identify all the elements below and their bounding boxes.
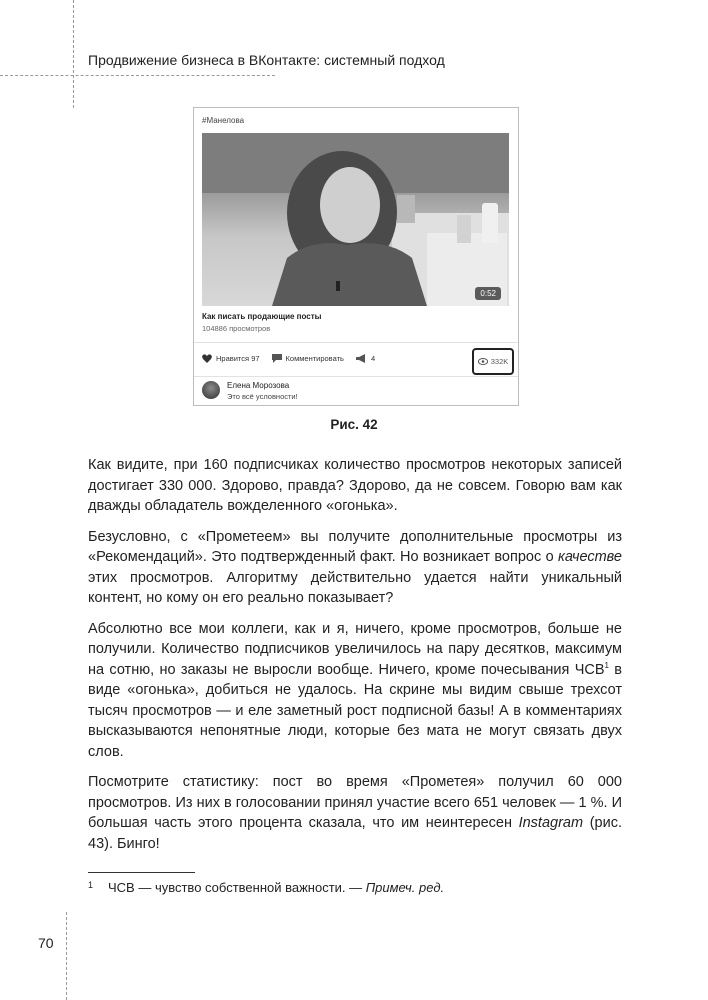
video-thumbnail (202, 133, 509, 306)
like-count: 97 (251, 354, 260, 363)
comment-icon (272, 354, 282, 363)
heart-icon (202, 354, 212, 363)
paragraph: Посмотрите статистику: пост во время «Прометея» получил 60 000 просмотров. Из них в голосовании принял участие всего 651 человек — 1 %. И большая часть этого процента сказала, что им неинтересен Instagram (рис. 43). Бинго! (88, 774, 622, 852)
running-title: Продвижение бизнеса в ВКонтакте: системный подход (88, 52, 445, 68)
post-actions (202, 354, 387, 363)
footnote-rule (88, 872, 195, 873)
footnote: 1 ЧСВ — чувство собственной важности. — Примеч. ред. (88, 880, 445, 895)
views-counter-highlight (472, 348, 514, 375)
like-button[interactable] (202, 354, 260, 363)
comment-text: Это всё условности! (227, 392, 298, 401)
figure-caption: Рис. 42 (330, 417, 378, 432)
vk-post-screenshot (193, 107, 519, 406)
paragraph: Как видите, при 160 подписчиках количество просмотров некоторых записей достигает 330 000. Здорово, правда? Здорово, да не совсем. Говорю вам как дважды обладатель вожделенного «огонька». (88, 457, 622, 514)
divider (194, 376, 518, 377)
megaphone-icon (356, 354, 367, 363)
crop-mark-top-horizontal (0, 75, 275, 76)
comment-button[interactable] (272, 354, 344, 363)
views-count: 332K (490, 357, 509, 366)
footnote-ref: 1 (604, 660, 609, 670)
footnote-number: 1 (88, 880, 94, 890)
comment-label: Комментировать (285, 354, 344, 363)
post-hashtag: #Манелова (202, 116, 245, 125)
video-frame-illustration (202, 133, 509, 306)
video-duration: 0:52 (475, 287, 501, 300)
eye-icon (478, 358, 488, 365)
comment-author[interactable]: Елена Морозова (227, 381, 290, 390)
share-button[interactable] (356, 354, 375, 363)
video-views: 104886 просмотров (202, 324, 271, 333)
video-title[interactable]: Как писать продающие посты (202, 312, 322, 321)
paragraph: Абсолютно все мои коллеги, как и я, ничего, кроме просмотров, больше не получили. Количество подписчиков увеличилось на пару десятков, максимум на сотню, но заказы не выросли вообще. Ничего, кроме почесывания ЧСВ$^1$ в виде «огонька», добиться не удалось. На скрине мы видим свыше трехсот тысяч просмотров — и еле заметный рост подписной базы! А в комментариях высказываются непонятные люди, которые без мата не могут связать двух слов. (88, 620, 622, 760)
divider (194, 342, 518, 343)
page-number: 70 (38, 935, 54, 951)
avatar[interactable] (202, 381, 220, 399)
crop-mark-bottom (66, 912, 67, 1000)
like-label: Нравится (216, 354, 250, 363)
paragraph: Безусловно, с «Прометеем» вы получите дополнительные просмотры из «Рекомендаций». Это подтвержденный факт. Но возникает вопрос о качестве этих просмотров. Алгоритму действительно удается найти уникальный контент, но кому он его реально показывает? (88, 528, 622, 606)
share-count: 4 (370, 354, 376, 363)
crop-mark-top (73, 0, 74, 108)
body-text (88, 455, 622, 864)
